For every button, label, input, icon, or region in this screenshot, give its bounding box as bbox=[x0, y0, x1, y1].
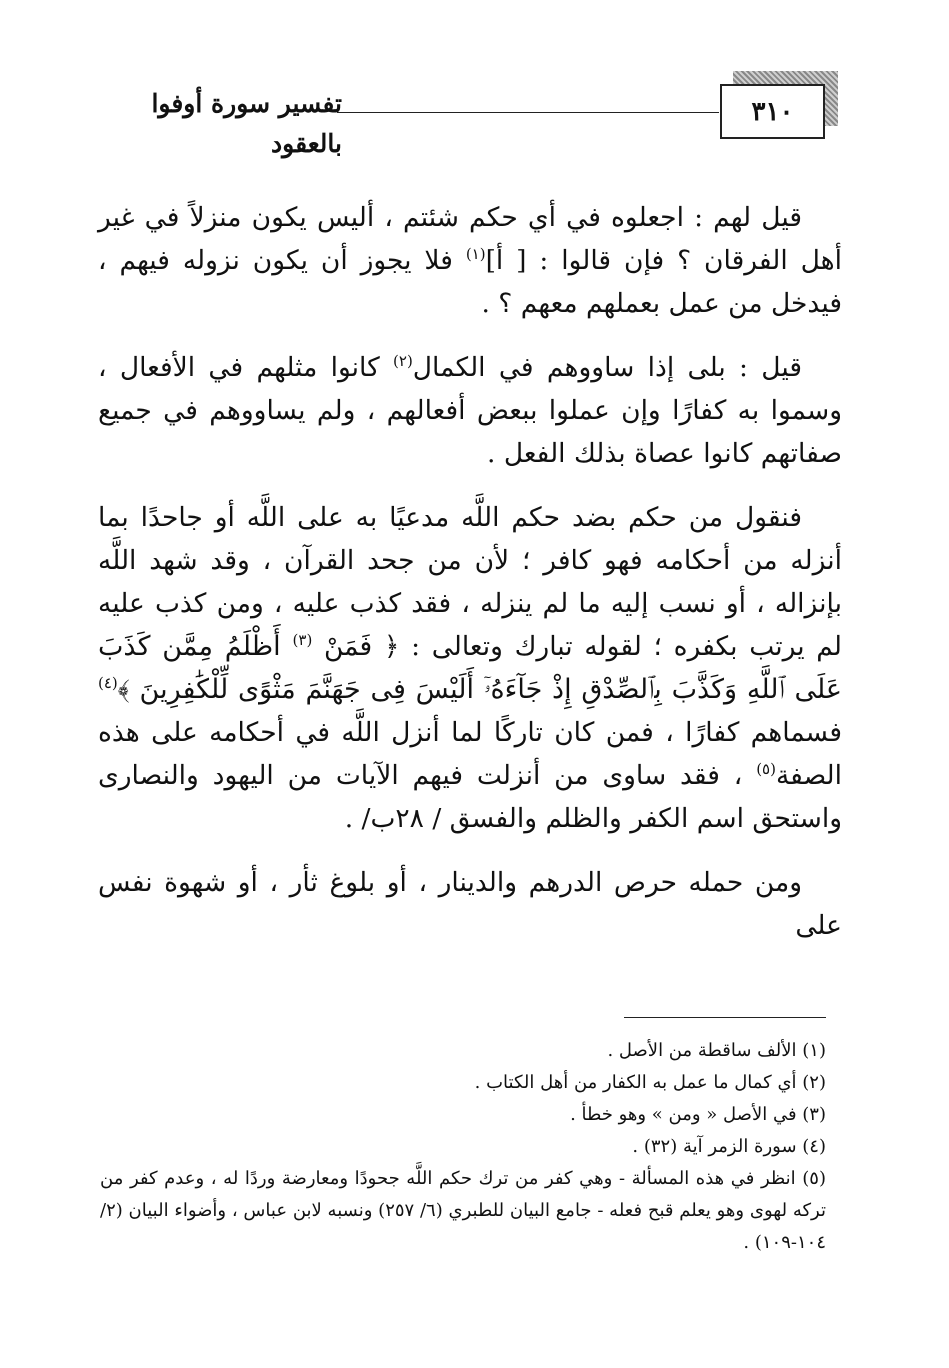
footnote-separator bbox=[624, 1017, 826, 1018]
quran-verse: أَظْلَمُ مِمَّن كَذَبَ عَلَى ٱللَّهِ وَكَذَّبَ بِٱلصِّدْقِ إِذْ جَآءَهُۥٓ أَلَيْسَ فِى جَهَنَّمَ مَثْوًى لِّلْكَٰفِرِينَ ﴾ bbox=[98, 631, 842, 705]
paragraph-text: فسماهم كفارًا ، فمن كان تاركًا لما أنزل اللَّه في أحكامه على هذه الصفة bbox=[98, 717, 842, 791]
page-number: ٣١٠ bbox=[720, 84, 825, 139]
footnote-1: (١) الألف ساقطة من الأصل . bbox=[607, 1040, 826, 1061]
paragraph-2 bbox=[98, 346, 842, 475]
paragraph-text: ، فقد ساوى من أنزلت فيهم الآيات من اليهود والنصارى واستحق اسم الكفر والظلم والفسق / ٢٨ب/ . bbox=[98, 760, 842, 834]
paragraph-4 bbox=[98, 861, 842, 947]
footnote-4: (٤) سورة الزمر آية (٣٢) . bbox=[632, 1136, 826, 1157]
footnotes bbox=[100, 1035, 828, 1259]
footnote-2: (٢) أي كمال ما عمل به الكفار من أهل الكتاب . bbox=[474, 1072, 826, 1093]
paragraph-text: فنقول من حكم بضد حكم اللَّه مدعيًا به على اللَّه أو جاحدًا بما أنزله من أحكامه فهو كافر ؛ لأن من جحد القرآن ، وقد شهد اللَّه بإنزاله ، أو نسب إليه ما لم ينزله ، فقد كذب عليه ، ومن كذب عليه لم يرتب بكفره ؛ لقوله تبارك وتعالى : ﴿ فَمَنْ bbox=[98, 502, 843, 662]
paragraph-1 bbox=[98, 196, 842, 325]
footnote-ref-3: (٣) bbox=[292, 631, 313, 650]
paragraph-text: قيل : بلى إذا ساووهم في الكمال bbox=[412, 352, 802, 383]
footnote-ref-5: (٥) bbox=[756, 760, 776, 779]
footnote-3: (٣) في الأصل « ومن » وهو خطأ . bbox=[570, 1104, 826, 1125]
footnote-5: (٥) انظر في هذه المسألة - وهي كفر من ترك حكم اللَّه جحودًا ومعارضة وردًا له ، وعدم كفر من تركه لهوى وهو يعلم قبح فعله - جامع البيان للطبري (٦/ ٢٥٧) ونسبه لابن عباس ، وأضواء البيان (٢/ ١٠٤-١٠٩) . bbox=[100, 1168, 826, 1253]
paragraph-text: فلا يجوز أن يكون نزوله فيهم ، فيدخل من عمل بعملهم معهم ؟ . bbox=[98, 245, 842, 319]
main-text bbox=[98, 196, 842, 968]
paragraph-text: قيل لهم : اجعلوه في أي حكم شئتم ، أليس يكون منزلاً في غير أهل الفرقان ؟ فإن قالوا : [ أ] bbox=[98, 202, 842, 276]
header-rule bbox=[337, 112, 719, 113]
paragraph-3 bbox=[98, 496, 842, 840]
paragraph-text: كانوا مثلهم في الأفعال ، وسموا به كفارًا وإن عملوا ببعض أفعالهم ، ولم يساووهم في جميع صفاتهم كانوا عصاة بذلك الفعل . bbox=[98, 352, 842, 469]
footnote-ref-1: (١) bbox=[465, 245, 486, 264]
paragraph-text: ومن حمله حرص الدرهم والدينار ، أو بلوغ ثأر ، أو شهوة نفس على bbox=[98, 867, 842, 941]
footnote-ref-4: (٤) bbox=[98, 674, 118, 693]
running-title: تفسير سورة أوفوا بالعقود bbox=[151, 89, 342, 158]
footnote-ref-2: (٢) bbox=[393, 352, 413, 371]
